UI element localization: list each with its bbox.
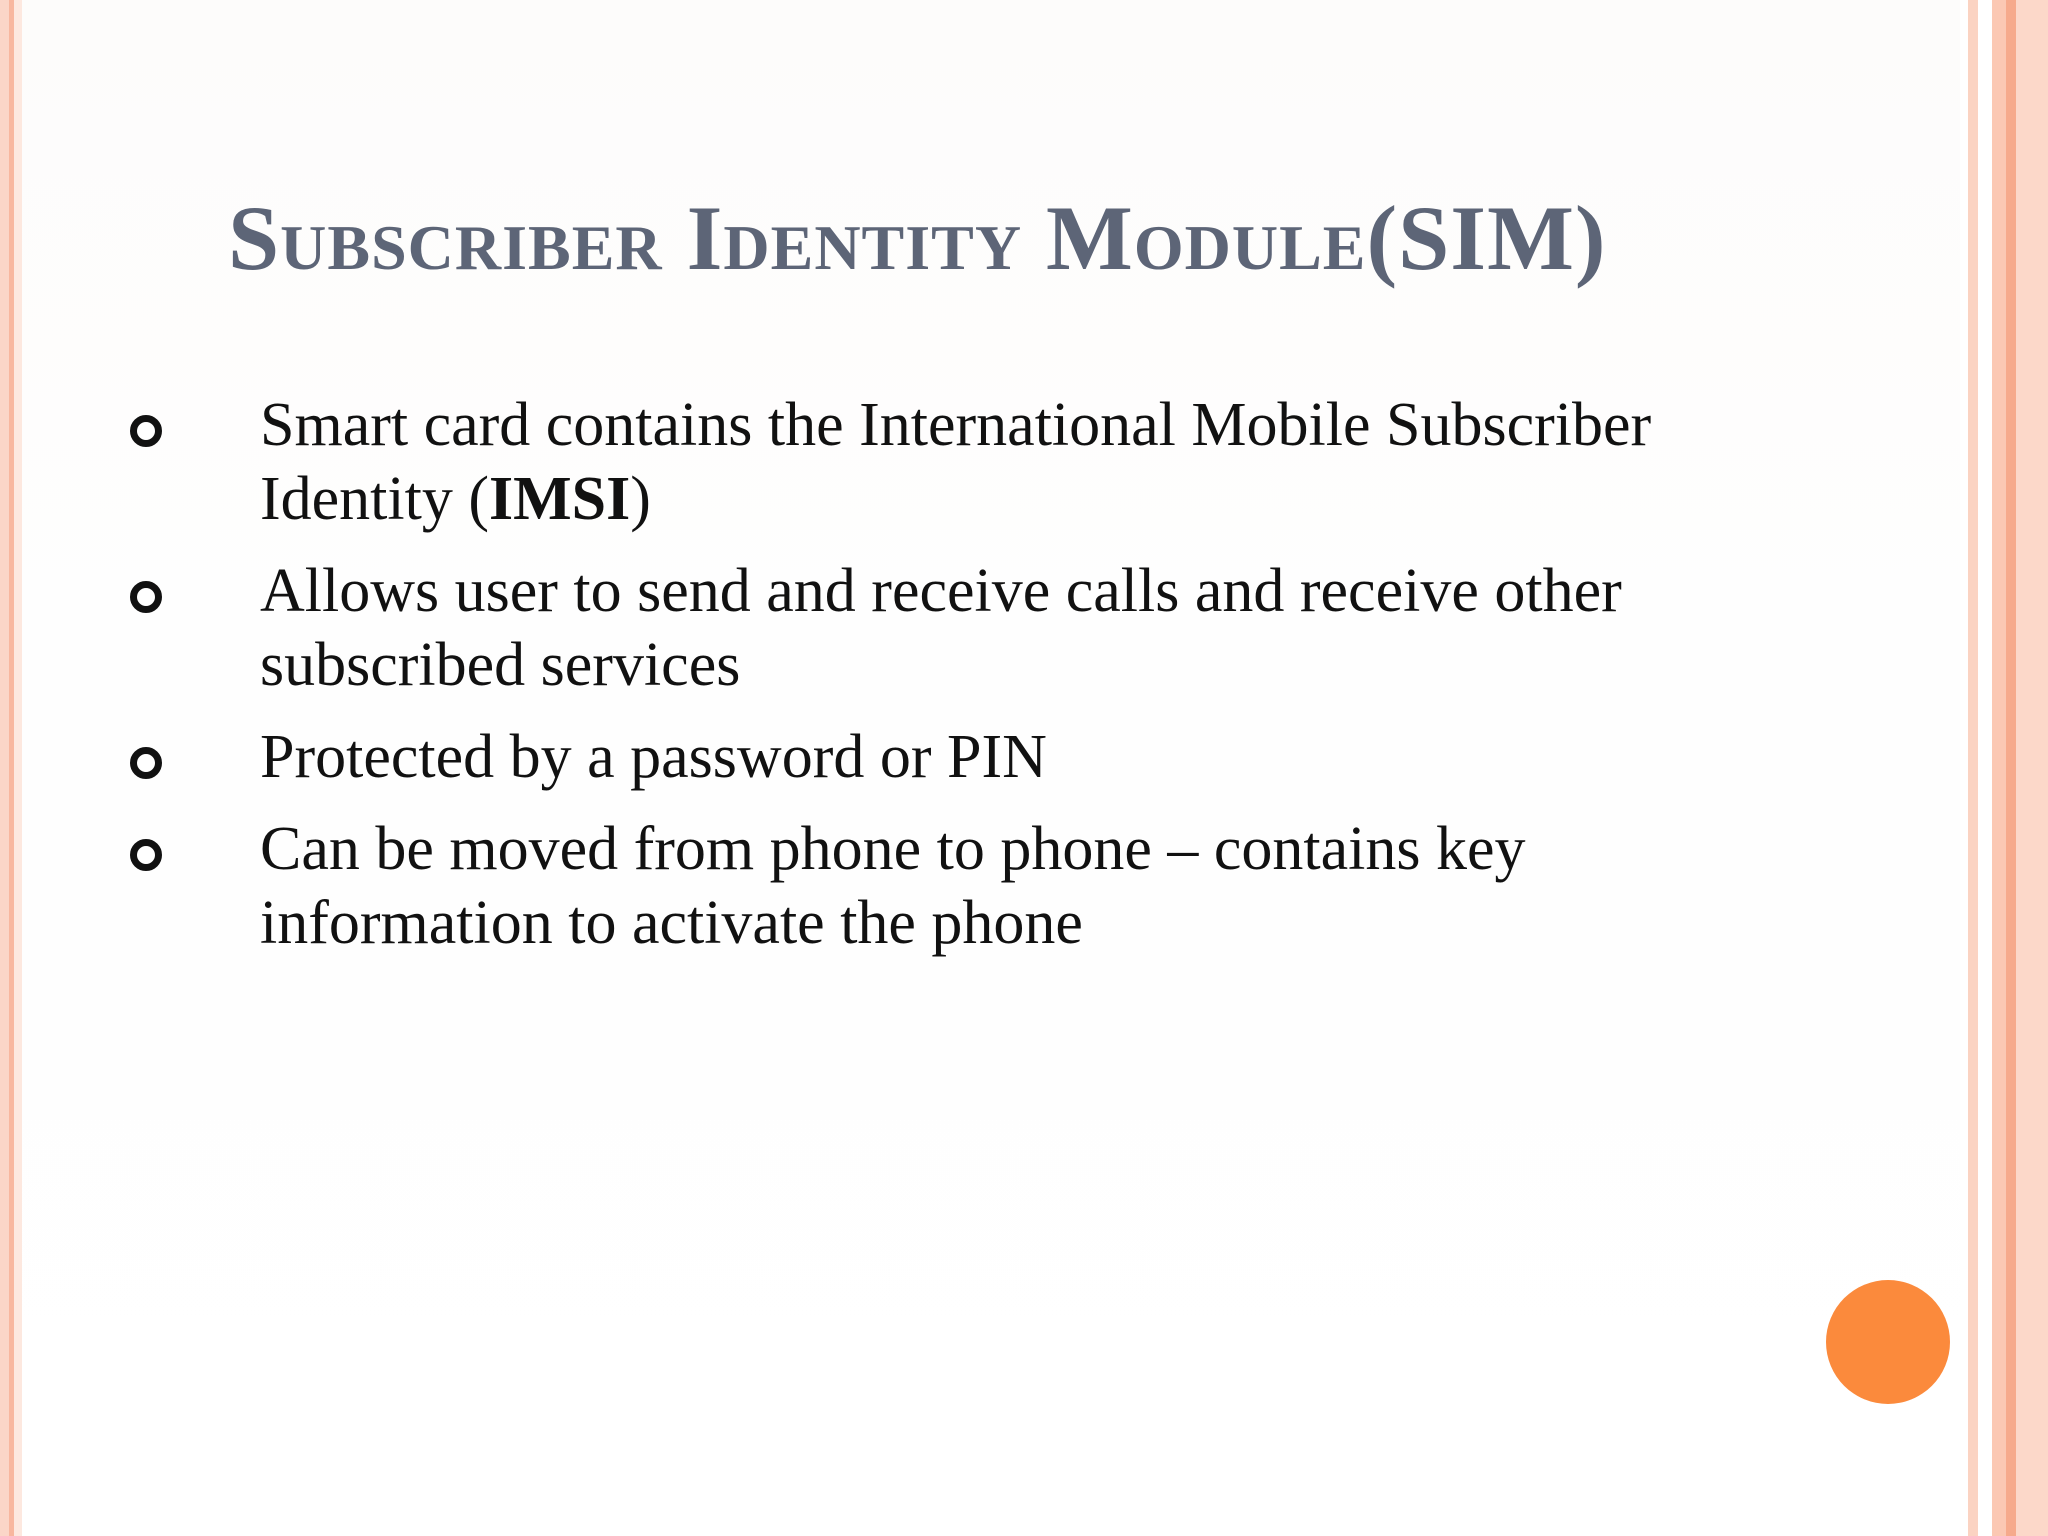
bullet-text-bold: IMSI (489, 465, 631, 533)
bullet-text-part: Can be moved from phone to phone – contains key information to activate the phone (260, 815, 1526, 957)
bullet-text-part: Allows user to send and receive calls and receive other subscribed services (260, 557, 1622, 699)
bullet-text (260, 723, 1047, 791)
slide-title: Subscriber Identity Module(SIM) (228, 187, 1607, 289)
bullet-item (120, 720, 1820, 794)
bullet-text-part: Smart card contains the International Mobile Subscriber Identity ( (260, 391, 1652, 533)
bullet-text (260, 557, 1622, 699)
bullet-text-part: ) (630, 465, 651, 533)
right-decorative-border (1960, 0, 2048, 1536)
bullet-text (260, 815, 1526, 957)
bullet-item (120, 554, 1820, 702)
bullet-item (120, 388, 1820, 536)
hollow-circle-bullet-icon (130, 839, 162, 871)
bullet-list (120, 388, 1820, 978)
hollow-circle-bullet-icon (130, 581, 162, 613)
bullet-text-part: Protected by a password or PIN (260, 723, 1047, 791)
bullet-text (260, 391, 1651, 533)
left-decorative-border (0, 0, 22, 1536)
hollow-circle-bullet-icon (130, 415, 162, 447)
bullet-item (120, 812, 1820, 960)
orange-circle-icon (1826, 1280, 1950, 1404)
hollow-circle-bullet-icon (130, 747, 162, 779)
